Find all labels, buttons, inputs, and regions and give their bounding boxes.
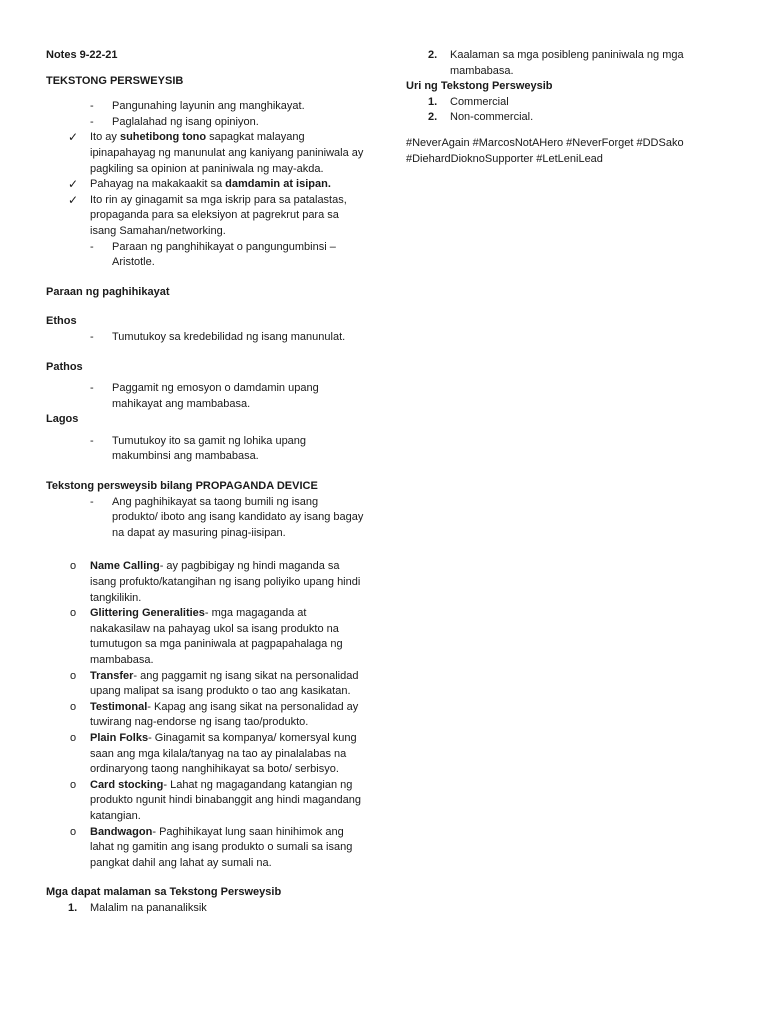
dapat-heading: Mga dapat malaman sa Tekstong Persweysib xyxy=(46,886,282,899)
list-item: o Name Calling- ay pagbibigay ng hindi maganda sa isang profukto/katangihan ng isang poliyiko upang hindi tangkilikin. xyxy=(70,560,361,604)
list-item: 2. Kaalaman sa mga posibleng paniniwala ng mga mambabasa. xyxy=(428,49,684,77)
lagos-list xyxy=(46,434,364,465)
propaganda-heading: Tekstong persweysib bilang PROPAGANDA DEVICE xyxy=(46,480,318,493)
list-item: ✓ Ito ay suhetibong tono sapagkat malayang ipinapahayag ng manunulat ang kaniyang paniniwala ay pagkiling sa opinion at paniniwala ng may-akda. xyxy=(68,130,364,175)
propaganda-devices-list xyxy=(46,559,364,871)
dash-marker: - xyxy=(90,495,94,508)
lagos-heading: Lagos xyxy=(46,413,79,426)
dapat-list xyxy=(46,901,364,917)
dash-marker: - xyxy=(90,100,94,113)
circle-marker: o xyxy=(70,700,77,713)
check-sub-list xyxy=(46,240,364,271)
dash-marker: - xyxy=(90,330,94,343)
uri-list xyxy=(406,95,726,126)
list-item: o Transfer- ang paggamit ng isang sikat na personalidad upang malipat sa isang produkto o tao ang kasikatan. xyxy=(70,669,359,698)
left-column xyxy=(46,48,364,917)
list-item: o Card stocking- Lahat ng magagandang katangian ng produkto ngunit hindi binabanggit ang hindi magandang katangian. xyxy=(70,778,361,822)
dash-marker: - xyxy=(90,434,94,447)
list-item: - Ang paghihikayat sa taong bumili ng isang produkto/ iboto ang isang kandidato ay isang bagay na dapat ay masuring pinag-iisipan. xyxy=(90,495,364,539)
dash-marker: - xyxy=(90,382,94,395)
uri-heading: Uri ng Tekstong Persweysib xyxy=(406,80,553,93)
list-item: - Paggamit ng emosyon o damdamin upang mahikayat ang mambabasa. xyxy=(90,382,319,410)
section-heading: Paraan ng paghihikayat xyxy=(46,285,170,298)
list-item: ✓ Pahayag na makakaakit sa damdamin at isipan. xyxy=(68,177,331,192)
circle-marker: o xyxy=(70,778,77,791)
list-item: - Tumutukoy sa kredebilidad ng isang manunulat. xyxy=(46,330,364,346)
ethos-list xyxy=(46,330,364,346)
checkmark-icon: ✓ xyxy=(68,177,79,192)
list-item: o Glittering Generalities- mga magaganda at nakakasilaw na pahayag ukol sa isang produkto na tumutugon sa mga paniniwala at pagpapahalaga ng mambabasa. xyxy=(70,607,343,666)
list-item: - Tumutukoy ito sa gamit ng lohika upang makumbinsi ang mambabasa. xyxy=(90,434,307,463)
dash-marker: - xyxy=(90,115,94,128)
ethos-heading: Ethos xyxy=(46,315,77,328)
list-item: o Plain Folks- Ginagamit sa kompanya/ komersyal kung saan ang mga kilala/tanyag na tao ay pinalalabas na ordinaryong taong nanghihikayat sa boto/ serbisyo. xyxy=(70,731,357,776)
list-item: 2. Non-commercial. xyxy=(428,111,534,124)
circle-marker: o xyxy=(70,731,77,744)
dash-marker: - xyxy=(90,240,94,253)
right-column xyxy=(406,48,726,167)
list-item: 1. Malalim na pananaliksik xyxy=(68,901,207,914)
intro-list xyxy=(46,99,364,130)
circle-marker: o xyxy=(70,669,77,682)
list-item: - Paglalahad ng isang opiniyon. xyxy=(46,115,364,131)
list-item: - Pangunahing layunin ang manghikayat. xyxy=(46,99,364,115)
hashtags: #NeverAgain #MarcosNotAHero #NeverForget #DDSako #DiehardDioknoSupporter #LetLeniLead xyxy=(406,136,684,165)
list-item: 1. Commercial xyxy=(428,95,509,108)
document-title: TEKSTONG PERSWEYSIB xyxy=(46,74,184,87)
list-item: o Bandwagon- Paghihikayat lung saan hinihimok ang lahat ng gamitin ang isang produkto o sumali sa isang pangkat dahil ang lahat ay sumali na. xyxy=(70,825,353,869)
dapat-list-continued xyxy=(406,48,726,79)
circle-marker: o xyxy=(70,560,77,573)
check-list xyxy=(46,130,364,239)
circle-marker: o xyxy=(70,825,77,838)
list-item: o Testimonal- Kapag ang isang sikat na personalidad ay tuwirang nag-endorse ng isang tao/produkto. xyxy=(70,700,359,729)
checkmark-icon: ✓ xyxy=(68,192,79,207)
circle-marker: o xyxy=(70,607,77,620)
notes-date: Notes 9-22-21 xyxy=(46,49,118,61)
checkmark-icon: ✓ xyxy=(68,130,79,145)
pathos-heading: Pathos xyxy=(46,360,83,373)
list-item: ✓ Ito rin ay ginagamit sa mga iskrip para sa patalastas, propaganda para sa eleksiyon at pagrekrut para sa isang Samahan/networking. xyxy=(68,192,347,237)
list-item: - Paraan ng panghihikayat o pangungumbinsi – Aristotle. xyxy=(90,240,336,269)
propaganda-list xyxy=(46,495,364,542)
pathos-list xyxy=(46,381,364,412)
